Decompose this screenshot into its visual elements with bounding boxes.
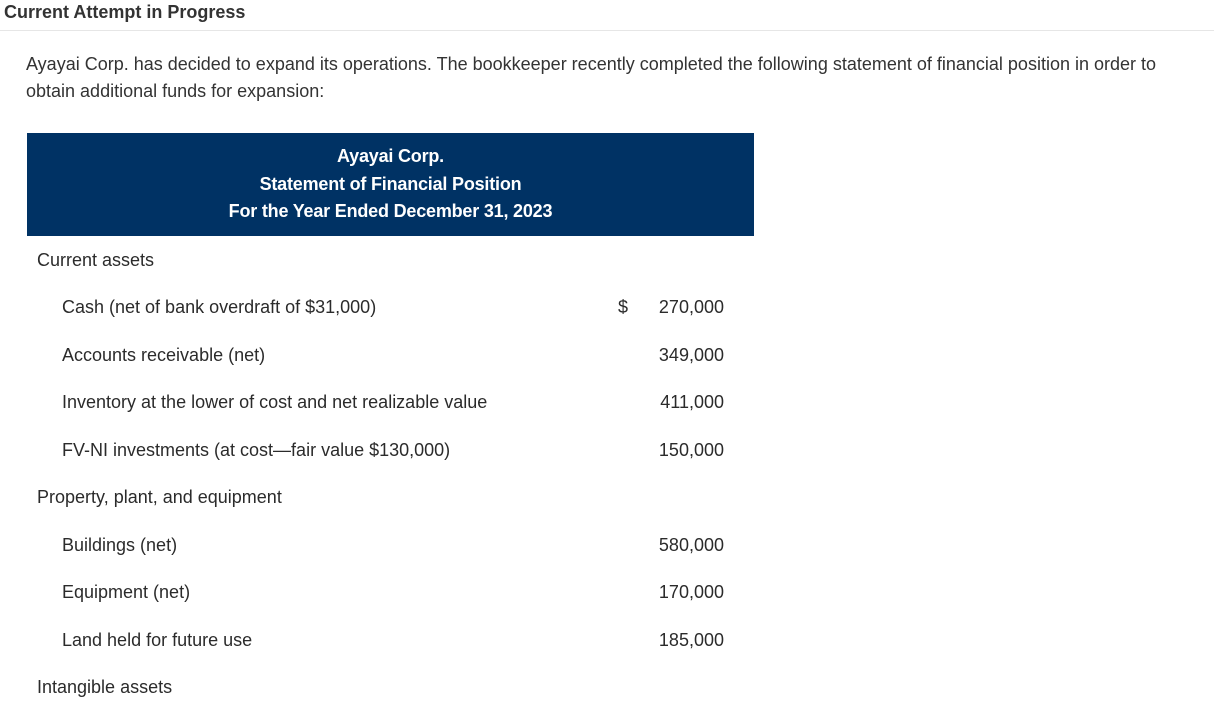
statement-name: Statement of Financial Position: [259, 174, 522, 194]
item-ar-label: Accounts receivable (net): [62, 345, 266, 365]
section-ppe: Property, plant, and equipment: [37, 487, 282, 507]
item-fvni-amount: 150,000: [658, 440, 724, 460]
company-name: Ayayai Corp.: [337, 146, 444, 166]
item-land-amount: 185,000: [658, 630, 724, 650]
page-title: Current Attempt in Progress: [0, 0, 1214, 31]
item-land-label: Land held for future use: [62, 630, 253, 650]
item-cash-label: Cash (net of bank overdraft of $31,000): [62, 297, 377, 317]
item-inventory-label: Inventory at the lower of cost and net realizable value: [62, 392, 488, 412]
currency-symbol: $: [618, 297, 629, 317]
item-ar-amount: 349,000: [658, 345, 724, 365]
section-intangible: Intangible assets: [37, 677, 173, 697]
section-current-assets: Current assets: [37, 250, 155, 270]
item-cash-amount: 270,000: [658, 297, 724, 317]
problem-intro: Ayayai Corp. has decided to expand its operations. The bookkeeper recently completed the following statement of financial position in order to obtain additional funds for expansion:: [26, 54, 1157, 101]
item-equipment-label: Equipment (net): [62, 582, 191, 602]
item-buildings-label: Buildings (net): [62, 535, 178, 555]
item-equipment-amount: 170,000: [658, 582, 724, 602]
item-fvni-label: FV-NI investments (at cost—fair value $130,000): [62, 440, 451, 460]
statement-period: For the Year Ended December 31, 2023: [228, 201, 553, 221]
statement-header: [27, 133, 754, 236]
item-inventory-amount: 411,000: [660, 392, 724, 412]
item-buildings-amount: 580,000: [658, 535, 724, 555]
